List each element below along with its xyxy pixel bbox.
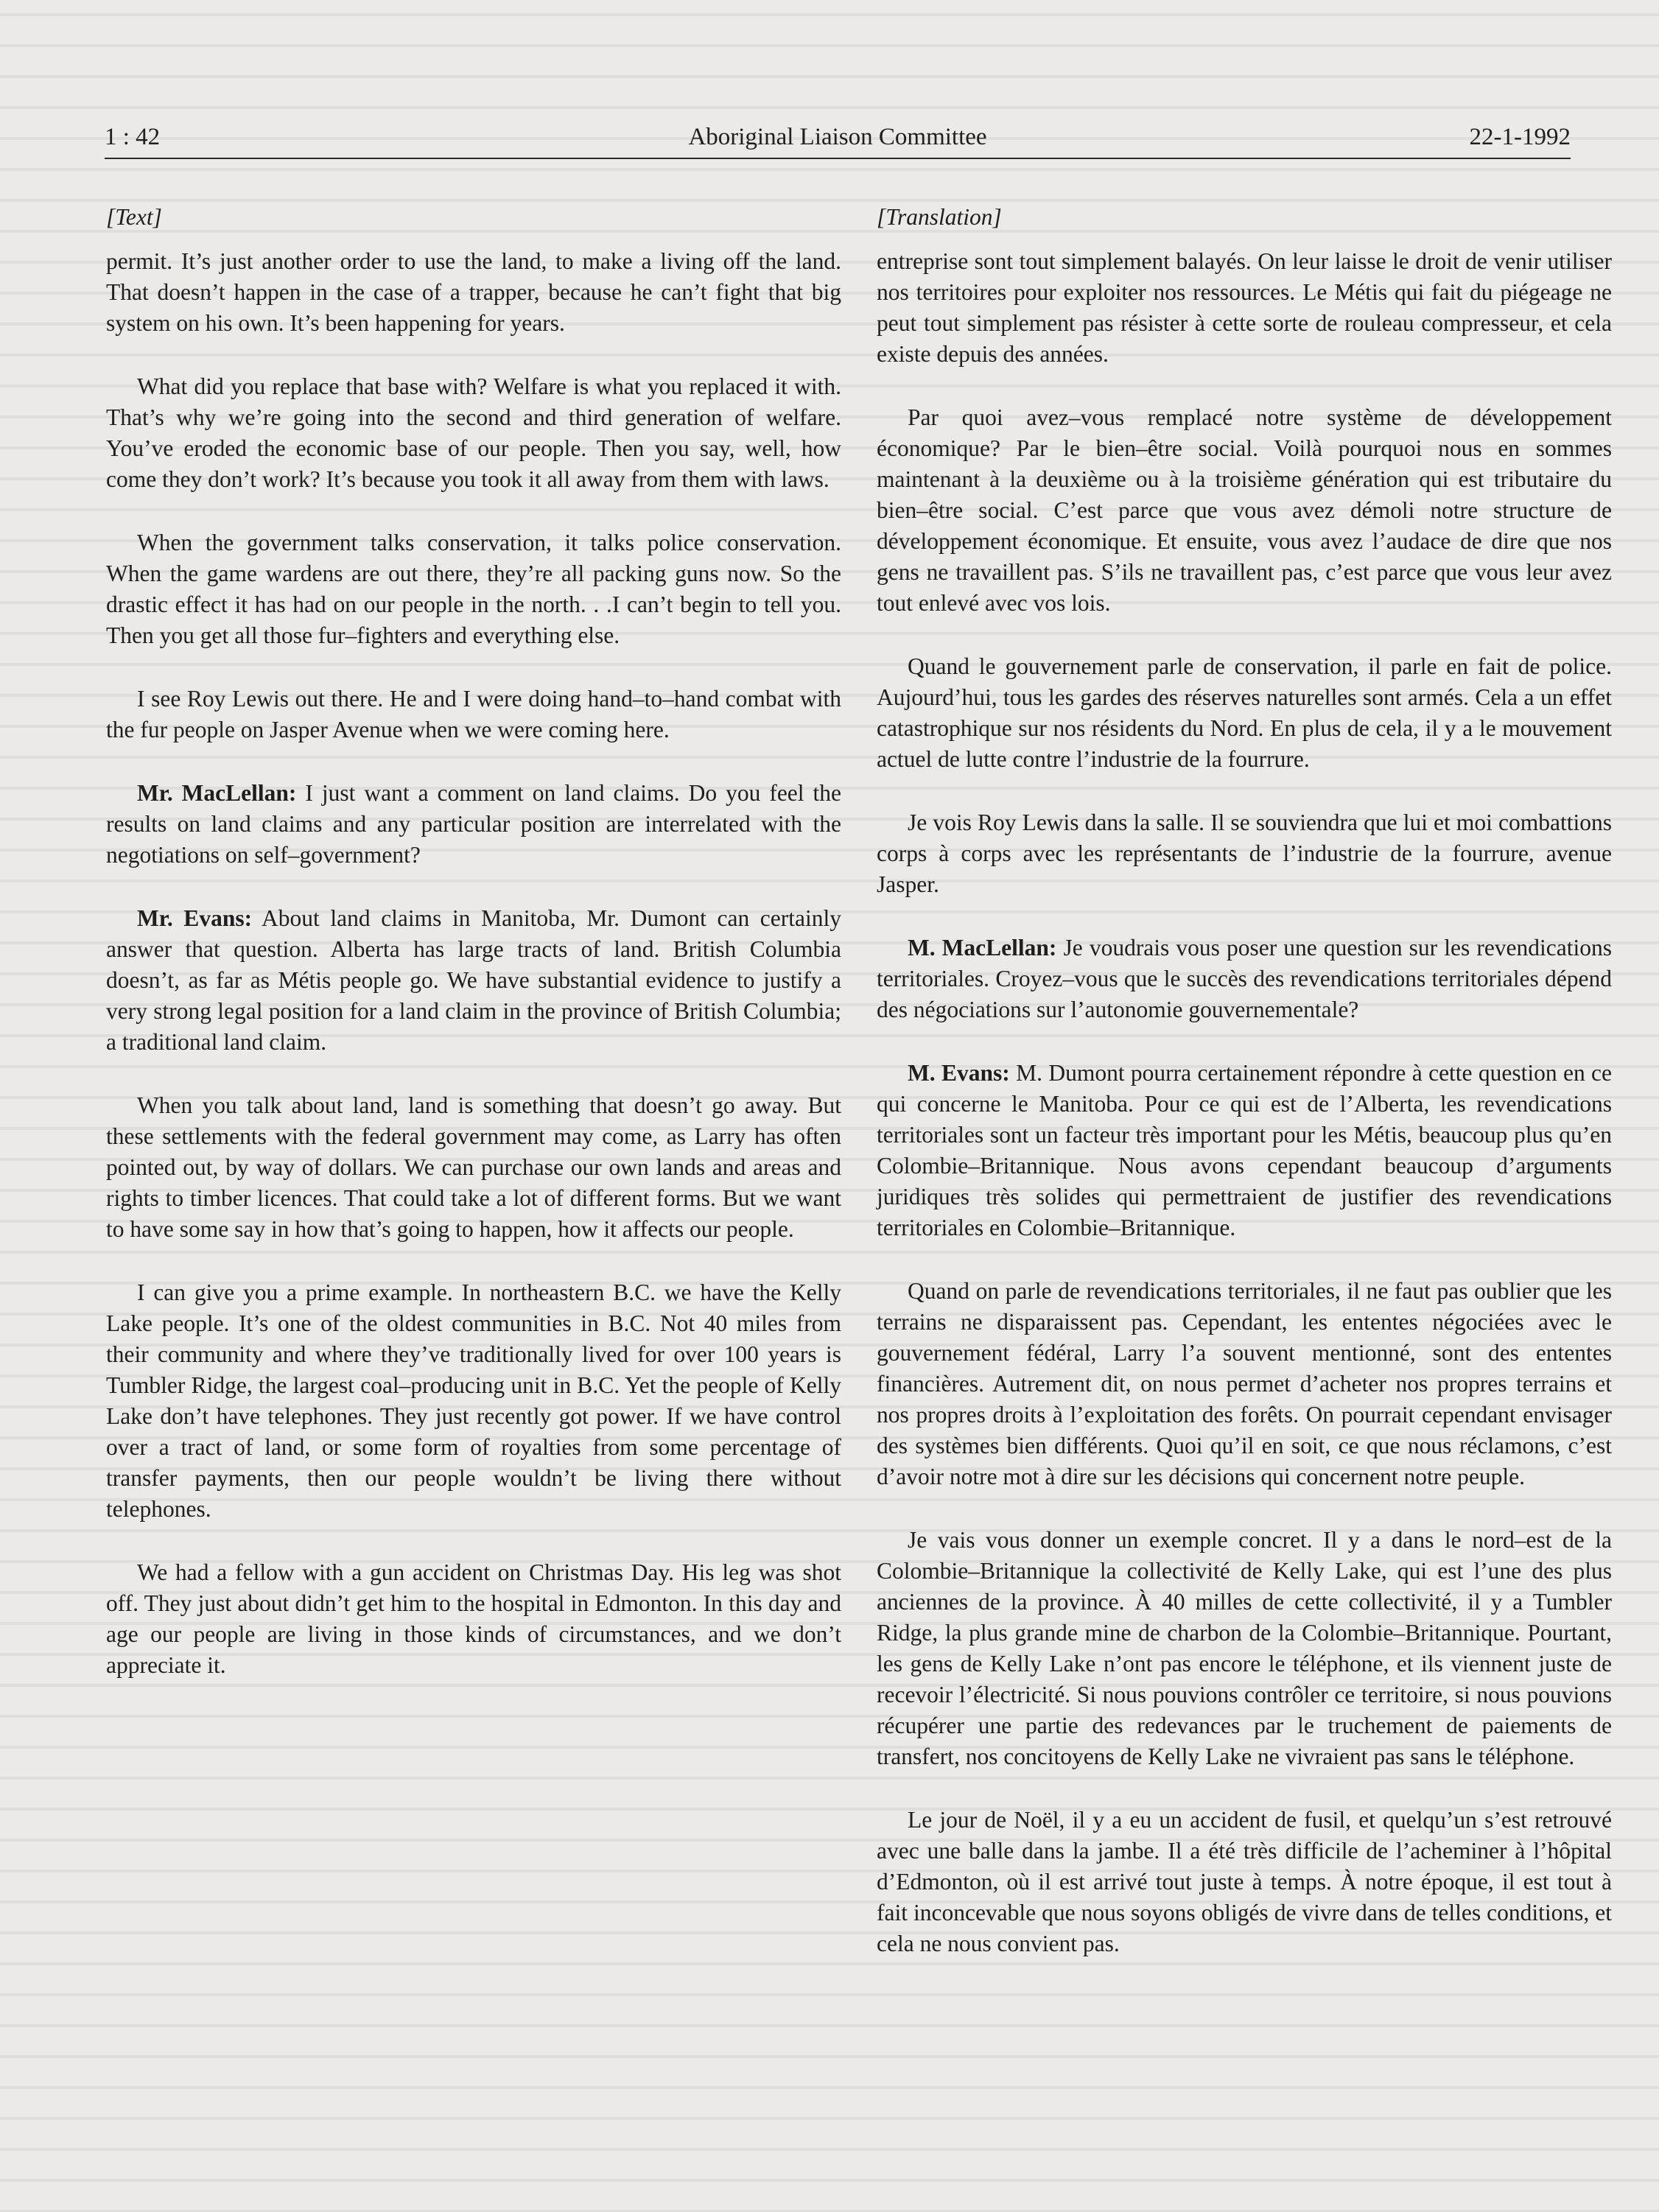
paragraph-text: About land claims in Manitoba, Mr. Dumont can certainly answer that question. Alberta has large tracts of land. British Columbia doesn’t, as far as Métis people go. We have substantial evidence to justify a very strong legal position for a land claim in the province of British Columbia; a traditional land claim. bbox=[106, 905, 841, 1055]
paragraph-text: entreprise sont tout simplement balayés. On leur laisse le droit de venir utiliser nos territoires pour exploiter nos ressources. Le Métis qui fait du piégeage ne peut tout simplement pas résister à cette sorte de rouleau compresseur, et cela existe depuis des années. bbox=[877, 248, 1612, 367]
paragraph-text: Quand on parle de revendications territoriales, il ne faut pas oublier que les terrains ne disparaissent pas. Cependant, les ententes négociées avec le gouvernement fédéral, Larry l’a souvent mentionné, sont des ententes financières. Autrement dit, on nous permet d’acheter nos propres terrains et nos propres droits à l’exploitation des forêts. On pourrait cependant envisager des systèmes bien différents. Quoi qu’il en soit, ce que nous réclamons, c’est d’avoir notre mot à dire sur les décisions qui concernent notre peuple. bbox=[877, 1278, 1612, 1489]
paragraph-text: Je voudrais vous poser une question sur les revendications territoriales. Croyez–vous que le succès des revendications territoriales dépend des négociations sur l’autonomie gouvernementale? bbox=[877, 935, 1613, 1022]
paragraph bbox=[106, 246, 841, 339]
paragraph bbox=[106, 371, 841, 495]
paragraph-text: I see Roy Lewis out there. He and I were doing hand–to–hand combat with the fur people on Jasper Avenue when we were coming here. bbox=[106, 686, 841, 742]
page-header bbox=[105, 121, 1571, 159]
paragraph bbox=[877, 651, 1612, 775]
header-date: 22-1-1992 bbox=[1469, 124, 1571, 150]
french-column bbox=[877, 202, 1612, 1992]
paragraph bbox=[877, 1276, 1612, 1492]
paragraph bbox=[106, 684, 841, 745]
paragraph bbox=[106, 1277, 841, 1525]
paragraph bbox=[877, 246, 1612, 370]
paragraph-text: Quand le gouvernement parle de conservation, il parle en fait de police. Aujourd’hui, tous les gardes des réserves naturelles sont armés. Cela a un effet catastrophique sur nos résidents du Nord. En plus de cela, il y a le mouvement actuel de lutte contre l’industrie de la fourrure. bbox=[877, 653, 1612, 772]
paragraph bbox=[877, 1058, 1612, 1243]
paragraph bbox=[106, 903, 841, 1058]
committee-title: Aboriginal Liaison Committee bbox=[688, 124, 987, 150]
paragraph bbox=[106, 1557, 841, 1681]
paragraph bbox=[877, 933, 1612, 1025]
paragraph-text: Le jour de Noël, il y a eu un accident de fusil, et quelqu’un s’est retrouvé avec une balle dans la jambe. Il a été très difficile de l’acheminer à l’hôpital d’Edmonton, où il est arrivé tout juste à temps. À notre époque, il est tout à fait inconcevable que nous soyons obligés de vivre dans de telles conditions, et cela ne nous convient pas. bbox=[877, 1807, 1612, 1956]
page-number: 1 : 42 bbox=[105, 124, 161, 150]
paragraph-text: M. Dumont pourra certainement répondre à cette question en ce qui concerne le Manitoba. Pour ce qui est de l’Alberta, les revendications territoriales sont un facteur très important pour les Métis, beaucoup plus qu’en Colombie–Britannique. Nous avons cependant beaucoup d’arguments juridiques très solides qui permettraient de justifier des revendications territoriales en Colombie–Britannique. bbox=[877, 1060, 1613, 1240]
paragraph bbox=[877, 1805, 1612, 1959]
paragraph bbox=[877, 1525, 1612, 1772]
paragraph-text: When you talk about land, land is something that doesn’t go away. But these settlements with the federal government may come, as Larry has often pointed out, by way of dollars. We can purchase our own lands and areas and rights to timber licences. That could take a lot of different forms. But we want to have some say in how that’s going to happen, how it affects our people. bbox=[106, 1092, 841, 1242]
paragraph bbox=[106, 1090, 841, 1245]
speaker-name: Mr. Evans: bbox=[137, 905, 253, 931]
speaker-name: M. MacLellan: bbox=[908, 935, 1057, 961]
paragraph-text: permit. It’s just another order to use the land, to make a living off the land. That doesn’t happen in the case of a trapper, because he can’t fight that big system on his own. It’s been happening for years. bbox=[106, 248, 841, 336]
paragraph-text: Je vais vous donner un exemple concret. Il y a dans le nord–est de la Colombie–Britannique la collectivité de Kelly Lake, qui est l’une des plus anciennes de la province. À 40 milles de cette collectivité, il y a Tumbler Ridge, la plus grande mine de charbon de la Colombie–Britannique. Pourtant, les gens de Kelly Lake n’ont pas encore le téléphone, et ils viennent juste de recevoir l’électricité. Si nous pouvions contrôler ce territoire, si nous pouvions récupérer une partie des redevances par le truchement de paiements de transfert, nos concitoyens de Kelly Lake ne vivraient pas sans le téléphone. bbox=[877, 1527, 1612, 1769]
text-marker: [Text] bbox=[106, 204, 162, 230]
english-column bbox=[106, 202, 841, 1713]
paragraph-text: What did you replace that base with? Welfare is what you replaced it with. That’s why we’re going into the second and third generation of welfare. You’ve eroded the economic base of our people. Then you say, well, how come they don’t work? It’s because you took it all away from them with laws. bbox=[106, 373, 841, 492]
paragraph bbox=[877, 402, 1612, 619]
paragraph-text: I can give you a prime example. In northeastern B.C. we have the Kelly Lake people. It’s one of the oldest communities in B.C. Not 40 miles from their community and where they’ve traditionally lived for over 100 years is Tumbler Ridge, the largest coal–producing unit in B.C. Yet the people of Kelly Lake don’t have telephones. They just recently got power. If we have control over a tract of land, or some form of royalties from some percentage of transfer payments, then our people wouldn’t be living there without telephones. bbox=[106, 1279, 841, 1522]
paragraph-text: I just want a comment on land claims. Do you feel the results on land claims and any particular position are interrelated with the negotiations on self–government? bbox=[106, 780, 842, 868]
paragraph-text: We had a fellow with a gun accident on Christmas Day. His leg was shot off. They just about didn’t get him to the hospital in Edmonton. In this day and age our people are living in those kinds of circumstances, and we don’t appreciate it. bbox=[106, 1559, 841, 1678]
paragraph-text: Je vois Roy Lewis dans la salle. Il se souviendra que lui et moi combattions corps à corps avec les représentants de l’industrie de la fourrure, avenue Jasper. bbox=[877, 810, 1612, 897]
translation-marker: [Translation] bbox=[877, 204, 1002, 230]
paragraph-text: When the government talks conservation, it talks police conservation. When the game wardens are out there, they’re all packing guns now. So the drastic effect it has had on our people in the north. . .I can’t begin to tell you. Then you get all those fur–fighters and everything else. bbox=[106, 530, 841, 648]
paragraph-text: Par quoi avez–vous remplacé notre système de développement économique? Par le bien–être social. Voilà pourquoi nous en sommes maintenant à la deuxième ou à la troisième génération qui est tributaire du bien–être social. C’est parce que vous avez démoli notre structure de développement économique. Et ensuite, vous avez l’audace de dire que nos gens ne travaillent pas. S’ils ne travaillent pas, c’est parce que vous leur avez tout enlevé avec vos lois. bbox=[877, 404, 1612, 616]
paragraph bbox=[106, 527, 841, 651]
speaker-name: Mr. MacLellan: bbox=[137, 780, 297, 806]
speaker-name: M. Evans: bbox=[908, 1060, 1010, 1086]
paragraph bbox=[106, 778, 841, 871]
paragraph bbox=[877, 807, 1612, 900]
